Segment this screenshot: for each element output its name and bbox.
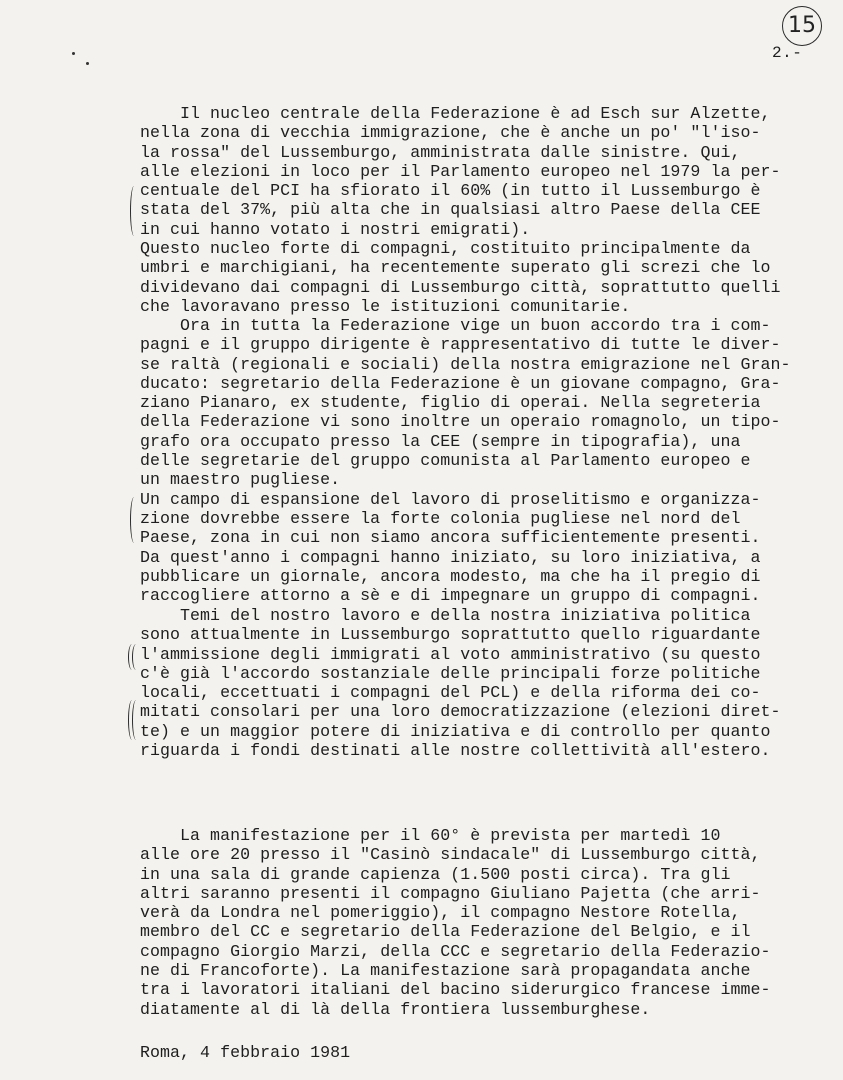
page-stamp-circle [782, 6, 822, 46]
text-line: Roma, 4 febbraio 1981 [140, 1043, 351, 1062]
text-line: ziano Pianaro, ex studente, figlio di operai. Nella segreteria [140, 393, 761, 413]
ink-speck [86, 62, 89, 65]
text-line: in cui hanno votato i nostri emigrati). [140, 219, 531, 239]
text-line: Temi del nostro lavoro e della nostra iniziativa politica [140, 606, 751, 625]
text-line: alle ore 20 presso il "Casinò sindacale" di Lussemburgo città, [140, 845, 761, 865]
text-line: Questo nucleo forte di compagni, costituito principalmente da [140, 239, 751, 259]
text-line: diatamente al di là della frontiera lussemburghese. [140, 999, 651, 1019]
text-line: Ora in tutta la Federazione vige un buon accordo tra i com- [140, 316, 771, 335]
text-line: pubblicare un giornale, ancora modesto, ma che ha il pregio di [140, 566, 761, 586]
text-line: Da quest'anno i compagni hanno iniziato, su loro iniziativa, a [140, 547, 761, 567]
text-line: umbri e marchigiani, ha recentemente superato gli screzi che lo [140, 258, 771, 278]
text-line: sono attualmente in Lussemburgo soprattutto quello riguardante [140, 625, 761, 645]
text-line: centuale del PCI ha sfiorato il 60% (in tutto il Lussemburgo è [140, 181, 761, 201]
stamp-number: 15 [788, 13, 816, 38]
text-line: altri saranno presenti il compagno Giuliano Pajetta (che arri- [140, 883, 761, 903]
margin-bracket-double [132, 644, 140, 670]
text-line: locali, eccettuati i compagni del PCL) e della riforma dei co- [140, 683, 761, 703]
text-line: zione dovrebbe essere la forte colonia pugliese nel nord del [140, 508, 741, 528]
margin-bracket [130, 186, 138, 236]
text-line: un maestro pugliese. [140, 470, 341, 490]
text-line: stata del 37%, più alta che in qualsiasi altro Paese della CEE [140, 200, 761, 220]
paragraph-manifestazione [140, 826, 790, 1019]
paragraph-temi-lavoro [140, 606, 790, 760]
place-date [140, 1043, 790, 1062]
text-line: Paese, zona in cui non siamo ancora sufficientemente presenti. [140, 528, 761, 548]
text-line: della Federazione vi sono inoltre un operaio romagnolo, un tipo- [140, 412, 781, 432]
ink-speck [72, 52, 75, 55]
text-line: raccogliere attorno a sè e di impegnare un gruppo di compagni. [140, 586, 761, 606]
margin-bracket-double [132, 700, 140, 740]
text-line: pagni e il gruppo dirigente è rappresentativo di tutte le diver- [140, 335, 781, 355]
page-number: 2.- [772, 44, 803, 62]
text-line: nella zona di vecchia immigrazione, che è anche un po' "l'iso- [140, 123, 761, 143]
text-line: l'ammissione degli immigrati al voto amministrativo (su questo [140, 644, 761, 664]
margin-bracket [130, 497, 138, 543]
text-line: delle segretarie del gruppo comunista al Parlamento europeo e [140, 451, 751, 471]
text-line: Un campo di espansione del lavoro di proselitismo e organizza- [140, 489, 761, 509]
text-line: dividevano dai compagni di Lussemburgo città, soprattutto quelli [140, 277, 781, 297]
text-line: riguarda i fondi destinati alle nostre collettività all'estero. [140, 741, 771, 761]
text-line: in una sala di grande capienza (1.500 posti circa). Tra gli [140, 864, 731, 884]
text-line: Il nucleo centrale della Federazione è ad Esch sur Alzette, [140, 104, 771, 123]
text-line: mitati consolari per una loro democratizzazione (elezioni diret- [140, 702, 781, 722]
text-line: ne di Francoforte). La manifestazione sarà propagandata anche [140, 961, 751, 981]
text-line: tra i lavoratori italiani del bacino siderurgico francese imme- [140, 980, 771, 1000]
text-line: membro del CC e segretario della Federazione del Belgio, e il [140, 922, 751, 942]
text-line: verà da Londra nel pomeriggio), il compagno Nestore Rotella, [140, 903, 741, 923]
text-line: ducato: segretario della Federazione è un giovane compagno, Gra- [140, 373, 781, 393]
text-line: La manifestazione per il 60° è prevista per martedì 10 [140, 826, 721, 845]
text-line: se raltà (regionali e sociali) della nostra emigrazione nel Gran- [140, 354, 791, 374]
text-line: che lavoravano presso le istituzioni comunitarie. [140, 296, 631, 316]
paragraph-gruppo-dirigente [140, 316, 790, 605]
text-line: compagno Giorgio Marzi, della CCC e segretario della Federazio- [140, 941, 771, 961]
text-line: te) e un maggior potere di iniziativa e di controllo per quanto [140, 721, 771, 741]
paragraph-federazione [140, 104, 790, 316]
text-line: alle elezioni in loco per il Parlamento europeo nel 1979 la per- [140, 161, 781, 181]
text-line: c'è già l'accordo sostanziale delle principali forze politiche [140, 663, 761, 683]
text-line: grafo ora occupato presso la CEE (sempre in tipografia), una [140, 431, 741, 451]
text-line: la rossa" del Lussemburgo, amministrata dalle sinistre. Qui, [140, 142, 741, 162]
